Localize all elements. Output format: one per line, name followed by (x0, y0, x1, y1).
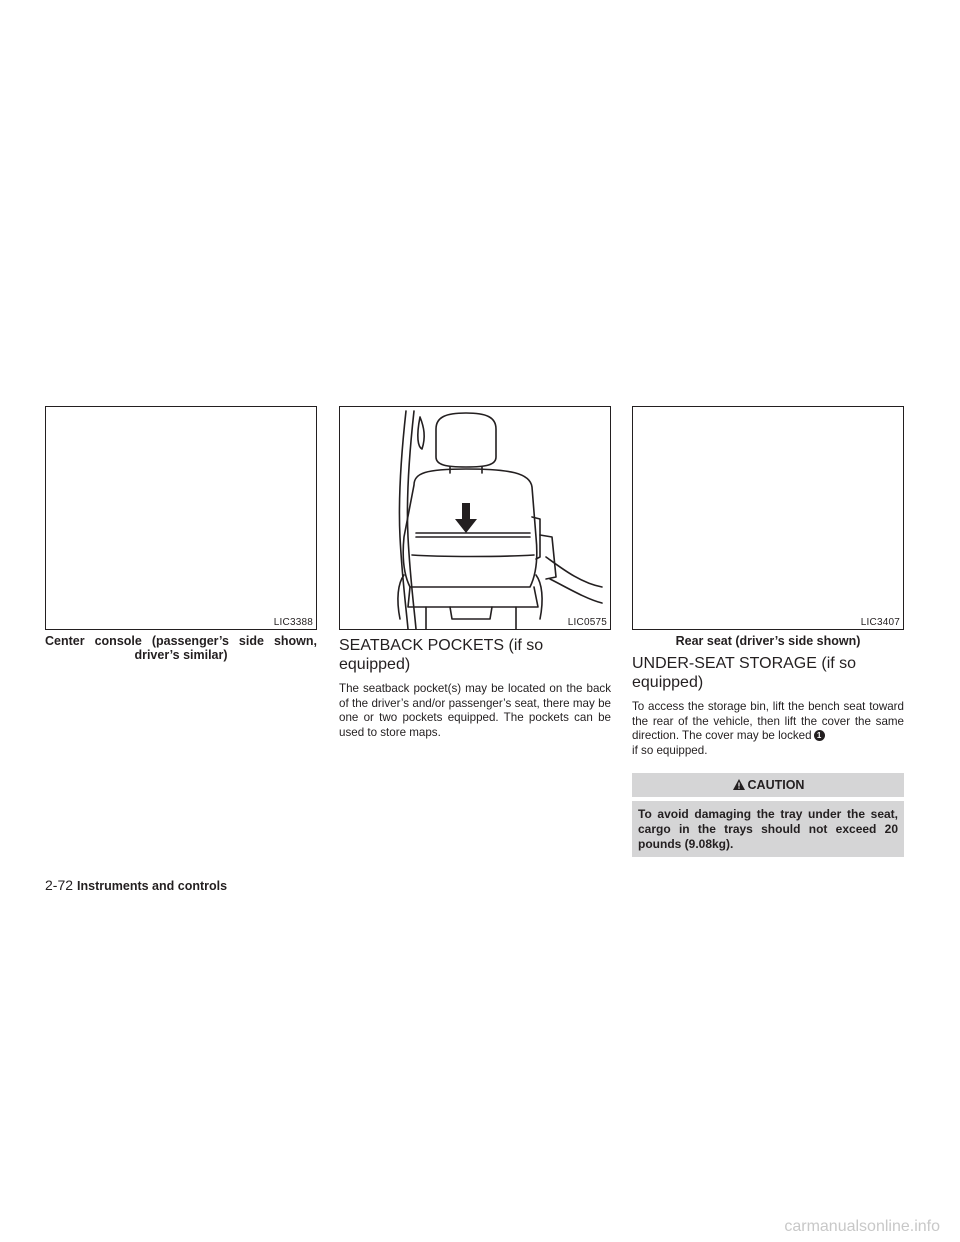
column-left (45, 406, 317, 662)
seatback-illustration (340, 407, 610, 629)
column-middle (339, 406, 611, 740)
caution-title: CAUTION (747, 778, 805, 793)
figure-code: LIC3388 (273, 617, 313, 628)
body-text: To access the storage bin, lift the bench seat toward the rear of the vehicle, then lift the cover the same direction. The cover may be locked (632, 700, 904, 743)
section-title: Instruments and controls (77, 879, 228, 893)
figure-code: LIC3407 (860, 617, 900, 628)
figure-caption: Center console (passenger’s side shown, driver’s similar) (45, 634, 317, 662)
caution-box (632, 773, 904, 857)
section-heading-under-seat-storage: UNDER-SEAT STORAGE (if so equipped) (632, 655, 857, 691)
section-heading-seatback-pockets: SEATBACK POCKETS (if so equipped) (339, 637, 544, 673)
figure-seatback-pocket (339, 406, 611, 630)
page-number: 2-72 (45, 877, 74, 893)
caution-text: To avoid damaging the tray under the seat, cargo in the trays should not exceed 20 pounds (9.08kg). (638, 807, 898, 851)
column-right (632, 406, 904, 857)
watermark: carmanualsonline.info (784, 1218, 940, 1235)
section-body-seatback-pockets: The seatback pocket(s) may be located on the back of the driver’s and/or passenger’s seat, there may be one or two pockets equipped. The pockets can be used to store maps. (339, 682, 611, 739)
section-body-under-seat-storage (632, 700, 904, 758)
warning-triangle-icon (732, 778, 746, 791)
figure-caption: Rear seat (driver’s side shown) (675, 634, 861, 648)
figure-center-console (45, 406, 317, 630)
body-text: if so equipped. (632, 743, 708, 757)
caution-header (632, 773, 904, 801)
figure-code: LIC0575 (567, 617, 607, 628)
page-footer (45, 877, 227, 894)
figure-rear-seat (632, 406, 904, 630)
callout-number-icon: 1 (814, 730, 825, 741)
